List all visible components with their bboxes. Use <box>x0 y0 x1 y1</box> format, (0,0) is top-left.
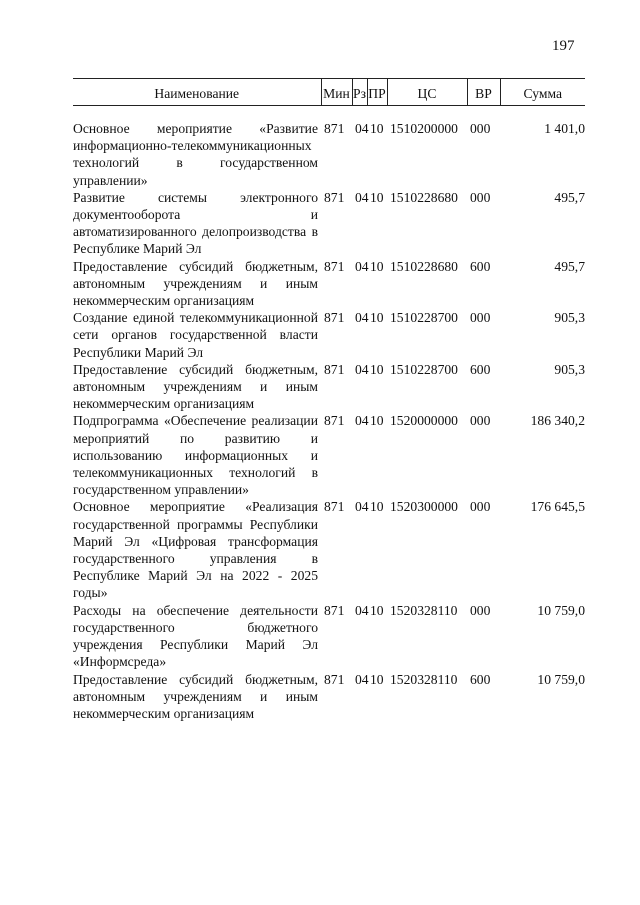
row-sum: 1 401,0 <box>544 121 585 136</box>
row-vr: 000 <box>470 602 491 618</box>
row-vr: 000 <box>470 121 491 136</box>
row-rz: 04 <box>355 189 369 205</box>
row-rz: 04 <box>355 602 369 618</box>
row-name: Предоставление субсидий бюджетным, автономным учреждениям и иным некоммерческим организациям <box>73 671 318 721</box>
row-pr: 10 <box>370 121 384 136</box>
row-vr: 000 <box>470 310 491 326</box>
row-sum: 176 645,5 <box>530 499 585 515</box>
table-row <box>73 189 585 258</box>
row-rz: 04 <box>355 671 369 687</box>
table-row <box>73 361 585 413</box>
row-sum: 10 759,0 <box>537 602 585 618</box>
page-number: 197 <box>552 38 575 54</box>
header-pr: ПР <box>367 79 387 106</box>
row-cs: 1520000000 <box>390 413 458 429</box>
table-row <box>73 309 585 361</box>
table-row <box>73 412 585 498</box>
row-min: 871 <box>324 258 345 274</box>
table-row <box>73 671 585 723</box>
row-min: 871 <box>324 413 345 429</box>
header-sum: Сумма <box>500 79 585 106</box>
row-sum: 495,7 <box>554 258 585 274</box>
table-row <box>73 258 585 310</box>
budget-table <box>73 78 585 722</box>
header-name: Наименование <box>73 79 321 106</box>
row-cs: 1510228700 <box>390 361 458 377</box>
row-cs: 1510228680 <box>390 258 458 274</box>
table-row <box>73 602 585 671</box>
row-name: Подпрограмма «Обеспечение реализации мероприятий по развитию и использованию информационных и телекоммуникационных технологий в государственном управлении» <box>73 413 318 498</box>
row-rz: 04 <box>355 258 369 274</box>
row-sum: 495,7 <box>554 189 585 205</box>
row-rz: 04 <box>355 310 369 326</box>
row-name: Развитие системы электронного документооборота и автоматизированного делопроизводства в Республике Марий Эл <box>73 189 318 257</box>
row-min: 871 <box>324 189 345 205</box>
row-vr: 600 <box>470 258 491 274</box>
row-cs: 1520300000 <box>390 499 458 515</box>
row-min: 871 <box>324 310 345 326</box>
row-name: Основное мероприятие «Реализация государственной программы Республики Марий Эл «Цифровая трансформация государственного управления в Республике Марий Эл на 2022 - 2025 годы» <box>73 499 318 601</box>
row-name: Создание единой телекоммуникационной сети органов государственной власти Республики Марий Эл <box>73 310 318 360</box>
row-pr: 10 <box>370 258 384 274</box>
row-cs: 1510200000 <box>390 121 458 136</box>
row-pr: 10 <box>370 413 384 429</box>
row-sum: 905,3 <box>554 310 585 326</box>
row-cs: 1510228680 <box>390 189 458 205</box>
header-cs: ЦС <box>387 79 467 106</box>
row-cs: 1520328110 <box>390 671 458 687</box>
row-name: Предоставление субсидий бюджетным, автономным учреждениям и иным некоммерческим организациям <box>73 258 318 309</box>
row-name: Расходы на обеспечение деятельности государственного бюджетного учреждения Республики Марий Эл «Информсреда» <box>73 602 318 670</box>
row-pr: 10 <box>370 310 384 326</box>
row-rz: 04 <box>355 121 369 136</box>
row-cs: 1520328110 <box>390 602 458 618</box>
row-min: 871 <box>324 671 345 687</box>
row-rz: 04 <box>355 413 369 429</box>
row-vr: 600 <box>470 361 491 377</box>
row-pr: 10 <box>370 189 384 205</box>
row-name: Предоставление субсидий бюджетным, автономным учреждениям и иным некоммерческим организациям <box>73 361 318 412</box>
row-pr: 10 <box>370 361 384 377</box>
row-rz: 04 <box>355 499 369 515</box>
table-row <box>73 120 585 189</box>
row-pr: 10 <box>370 499 384 515</box>
row-min: 871 <box>324 602 345 618</box>
row-vr: 000 <box>470 189 491 205</box>
header-spacer <box>73 106 585 121</box>
row-sum: 10 759,0 <box>537 671 585 687</box>
row-min: 871 <box>324 121 345 136</box>
row-cs: 1510228700 <box>390 310 458 326</box>
row-min: 871 <box>324 499 345 515</box>
header-vr: ВР <box>467 79 500 106</box>
row-min: 871 <box>324 361 345 377</box>
row-sum: 186 340,2 <box>530 413 585 429</box>
header-rz: Рз <box>352 79 367 106</box>
row-vr: 000 <box>470 499 491 515</box>
row-sum: 905,3 <box>554 361 585 377</box>
row-pr: 10 <box>370 671 384 687</box>
row-name: Основное мероприятие «Развитие информационно-телекоммуникационных технологий в государственном управлении» <box>73 121 318 188</box>
row-vr: 000 <box>470 413 491 429</box>
row-rz: 04 <box>355 361 369 377</box>
header-min: Мин <box>321 79 352 106</box>
table-row <box>73 498 585 601</box>
row-pr: 10 <box>370 602 384 618</box>
row-vr: 600 <box>470 671 491 687</box>
table-header-row <box>73 79 585 106</box>
